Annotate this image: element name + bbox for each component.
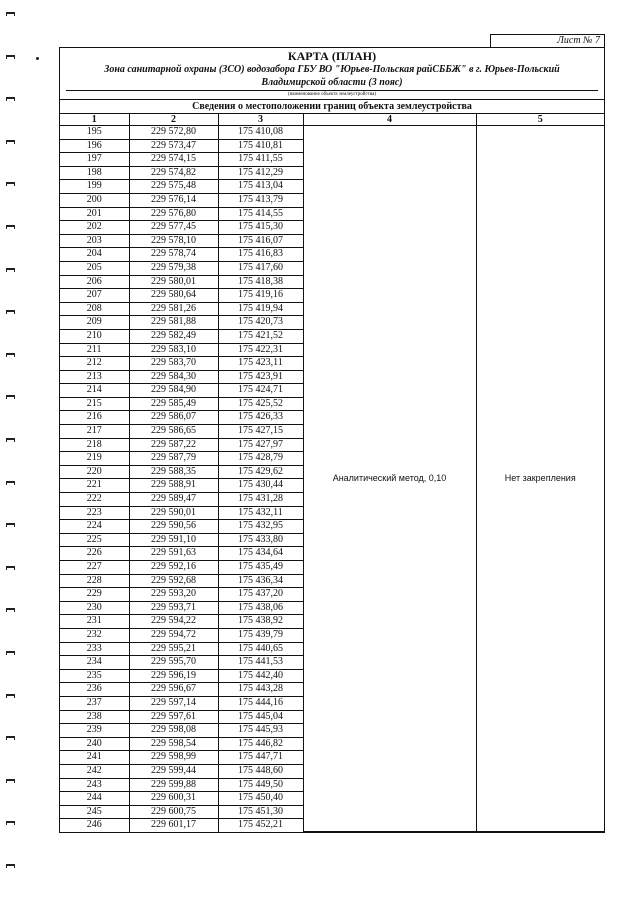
y-coordinate: 175 411,55 bbox=[218, 153, 303, 167]
x-coordinate: 229 598,99 bbox=[129, 751, 218, 765]
y-coordinate: 175 414,55 bbox=[218, 207, 303, 221]
x-coordinate: 229 584,90 bbox=[129, 384, 218, 398]
y-coordinate: 175 442,40 bbox=[218, 669, 303, 683]
x-coordinate: 229 590,01 bbox=[129, 506, 218, 520]
y-coordinate: 175 418,38 bbox=[218, 275, 303, 289]
binding-hole-mark bbox=[6, 310, 15, 314]
point-number: 214 bbox=[60, 384, 129, 398]
x-coordinate: 229 590,56 bbox=[129, 520, 218, 534]
binding-hole-mark bbox=[6, 779, 15, 783]
binding-hole-mark bbox=[6, 140, 15, 144]
y-coordinate: 175 450,40 bbox=[218, 792, 303, 806]
y-coordinate: 175 428,79 bbox=[218, 452, 303, 466]
y-coordinate: 175 444,16 bbox=[218, 696, 303, 710]
x-coordinate: 229 595,70 bbox=[129, 656, 218, 670]
y-coordinate: 175 427,97 bbox=[218, 438, 303, 452]
point-number: 235 bbox=[60, 669, 129, 683]
y-coordinate: 175 426,33 bbox=[218, 411, 303, 425]
document-header bbox=[60, 48, 604, 98]
point-number: 207 bbox=[60, 289, 129, 303]
y-coordinate: 175 416,07 bbox=[218, 234, 303, 248]
document-frame bbox=[59, 47, 605, 833]
object-name-line2: Владимирской области (3 пояс) bbox=[261, 77, 403, 88]
y-coordinate: 175 423,11 bbox=[218, 357, 303, 371]
point-number: 198 bbox=[60, 166, 129, 180]
column-header: 2 bbox=[129, 114, 218, 126]
x-coordinate: 229 594,22 bbox=[129, 615, 218, 629]
column-header: 5 bbox=[476, 114, 604, 126]
x-coordinate: 229 580,64 bbox=[129, 289, 218, 303]
x-coordinate: 229 578,10 bbox=[129, 234, 218, 248]
x-coordinate: 229 592,68 bbox=[129, 574, 218, 588]
x-coordinate: 229 581,26 bbox=[129, 302, 218, 316]
x-coordinate: 229 585,49 bbox=[129, 397, 218, 411]
point-number: 210 bbox=[60, 329, 129, 343]
object-caption: (наименование объекта землеустройства) bbox=[287, 92, 377, 97]
point-number: 196 bbox=[60, 139, 129, 153]
point-number: 203 bbox=[60, 234, 129, 248]
y-coordinate: 175 420,73 bbox=[218, 316, 303, 330]
y-coordinate: 175 423,91 bbox=[218, 370, 303, 384]
point-number: 224 bbox=[60, 520, 129, 534]
section-title: Сведения о местоположении границ объекта землеустройства bbox=[60, 99, 604, 114]
y-coordinate: 175 440,65 bbox=[218, 642, 303, 656]
y-coordinate: 175 439,79 bbox=[218, 628, 303, 642]
y-coordinate: 175 427,15 bbox=[218, 425, 303, 439]
y-coordinate: 175 452,21 bbox=[218, 819, 303, 832]
x-coordinate: 229 581,88 bbox=[129, 316, 218, 330]
column-header: 1 bbox=[60, 114, 129, 126]
x-coordinate: 229 588,35 bbox=[129, 465, 218, 479]
y-coordinate: 175 432,11 bbox=[218, 506, 303, 520]
point-number: 219 bbox=[60, 452, 129, 466]
x-coordinate: 229 597,14 bbox=[129, 696, 218, 710]
x-coordinate: 229 587,22 bbox=[129, 438, 218, 452]
x-coordinate: 229 596,19 bbox=[129, 669, 218, 683]
table-body bbox=[60, 126, 604, 832]
y-coordinate: 175 431,28 bbox=[218, 493, 303, 507]
point-number: 236 bbox=[60, 683, 129, 697]
binding-hole-mark bbox=[6, 736, 15, 740]
x-coordinate: 229 574,15 bbox=[129, 153, 218, 167]
x-coordinate: 229 595,21 bbox=[129, 642, 218, 656]
x-coordinate: 229 591,10 bbox=[129, 533, 218, 547]
point-number: 222 bbox=[60, 493, 129, 507]
binding-hole-mark bbox=[6, 97, 15, 101]
point-number: 245 bbox=[60, 805, 129, 819]
y-coordinate: 175 448,60 bbox=[218, 764, 303, 778]
x-coordinate: 229 577,45 bbox=[129, 221, 218, 235]
x-coordinate: 229 572,80 bbox=[129, 126, 218, 140]
x-coordinate: 229 575,48 bbox=[129, 180, 218, 194]
y-coordinate: 175 419,94 bbox=[218, 302, 303, 316]
y-coordinate: 175 419,16 bbox=[218, 289, 303, 303]
point-number: 242 bbox=[60, 764, 129, 778]
binding-hole-mark bbox=[6, 225, 15, 229]
point-number: 227 bbox=[60, 561, 129, 575]
x-coordinate: 229 586,65 bbox=[129, 425, 218, 439]
binding-hole-mark bbox=[6, 651, 15, 655]
x-coordinate: 229 592,16 bbox=[129, 561, 218, 575]
point-number: 197 bbox=[60, 153, 129, 167]
x-coordinate: 229 589,47 bbox=[129, 493, 218, 507]
binding-hole-mark bbox=[6, 864, 15, 868]
x-coordinate: 229 591,63 bbox=[129, 547, 218, 561]
y-coordinate: 175 412,29 bbox=[218, 166, 303, 180]
y-coordinate: 175 445,04 bbox=[218, 710, 303, 724]
x-coordinate: 229 576,14 bbox=[129, 193, 218, 207]
point-number: 199 bbox=[60, 180, 129, 194]
object-name-line1: Зона санитарной охраны (ЗСО) водозабора ГБУ ВО "Юрьев-Польская райСББЖ" в г. Юрьев-Польский bbox=[104, 64, 560, 75]
point-number: 220 bbox=[60, 465, 129, 479]
point-number: 202 bbox=[60, 221, 129, 235]
binding-hole-mark bbox=[6, 566, 15, 570]
y-coordinate: 175 434,64 bbox=[218, 547, 303, 561]
point-number: 237 bbox=[60, 696, 129, 710]
y-coordinate: 175 413,04 bbox=[218, 180, 303, 194]
y-coordinate: 175 430,44 bbox=[218, 479, 303, 493]
x-coordinate: 229 582,49 bbox=[129, 329, 218, 343]
point-number: 240 bbox=[60, 737, 129, 751]
y-coordinate: 175 415,30 bbox=[218, 221, 303, 235]
y-coordinate: 175 410,81 bbox=[218, 139, 303, 153]
point-number: 228 bbox=[60, 574, 129, 588]
binding-hole-mark bbox=[6, 55, 15, 59]
y-coordinate: 175 422,31 bbox=[218, 343, 303, 357]
y-coordinate: 175 441,53 bbox=[218, 656, 303, 670]
point-number: 229 bbox=[60, 588, 129, 602]
point-number: 215 bbox=[60, 397, 129, 411]
point-number: 209 bbox=[60, 316, 129, 330]
x-coordinate: 229 596,67 bbox=[129, 683, 218, 697]
y-coordinate: 175 449,50 bbox=[218, 778, 303, 792]
point-number: 243 bbox=[60, 778, 129, 792]
point-number: 234 bbox=[60, 656, 129, 670]
point-number: 211 bbox=[60, 343, 129, 357]
point-number: 241 bbox=[60, 751, 129, 765]
point-number: 205 bbox=[60, 261, 129, 275]
document-title: КАРТА (ПЛАН) bbox=[287, 49, 377, 63]
y-coordinate: 175 447,71 bbox=[218, 751, 303, 765]
x-coordinate: 229 578,74 bbox=[129, 248, 218, 262]
binding-hole-mark bbox=[6, 438, 15, 442]
binding-hole-mark bbox=[6, 608, 15, 612]
binding-hole-mark bbox=[6, 353, 15, 357]
y-coordinate: 175 438,92 bbox=[218, 615, 303, 629]
y-coordinate: 175 416,83 bbox=[218, 248, 303, 262]
binding-hole-mark bbox=[6, 821, 15, 825]
y-coordinate: 175 424,71 bbox=[218, 384, 303, 398]
y-coordinate: 175 413,79 bbox=[218, 193, 303, 207]
binding-hole-mark bbox=[6, 395, 15, 399]
y-coordinate: 175 438,06 bbox=[218, 601, 303, 615]
binding-hole-mark bbox=[6, 268, 15, 272]
x-coordinate: 229 593,71 bbox=[129, 601, 218, 615]
binding-hole-mark bbox=[6, 523, 15, 527]
y-coordinate: 175 421,52 bbox=[218, 329, 303, 343]
column-header: 3 bbox=[218, 114, 303, 126]
x-coordinate: 229 576,80 bbox=[129, 207, 218, 221]
point-number: 208 bbox=[60, 302, 129, 316]
fixing-cell: Нет закрепления bbox=[476, 126, 604, 832]
x-coordinate: 229 574,82 bbox=[129, 166, 218, 180]
x-coordinate: 229 599,88 bbox=[129, 778, 218, 792]
point-number: 200 bbox=[60, 193, 129, 207]
point-number: 206 bbox=[60, 275, 129, 289]
table-header-row bbox=[60, 114, 604, 126]
x-coordinate: 229 601,17 bbox=[129, 819, 218, 832]
point-number: 230 bbox=[60, 601, 129, 615]
point-number: 218 bbox=[60, 438, 129, 452]
y-coordinate: 175 436,34 bbox=[218, 574, 303, 588]
point-number: 195 bbox=[60, 126, 129, 140]
x-coordinate: 229 587,79 bbox=[129, 452, 218, 466]
y-coordinate: 175 417,60 bbox=[218, 261, 303, 275]
y-coordinate: 175 451,30 bbox=[218, 805, 303, 819]
binding-hole-mark bbox=[6, 182, 15, 186]
x-coordinate: 229 600,75 bbox=[129, 805, 218, 819]
y-coordinate: 175 446,82 bbox=[218, 737, 303, 751]
x-coordinate: 229 583,70 bbox=[129, 357, 218, 371]
y-coordinate: 175 429,62 bbox=[218, 465, 303, 479]
point-number: 213 bbox=[60, 370, 129, 384]
table-row bbox=[60, 126, 604, 140]
binding-hole-mark bbox=[6, 12, 15, 16]
x-coordinate: 229 584,30 bbox=[129, 370, 218, 384]
point-number: 223 bbox=[60, 506, 129, 520]
point-number: 246 bbox=[60, 819, 129, 832]
point-number: 226 bbox=[60, 547, 129, 561]
point-number: 239 bbox=[60, 724, 129, 738]
point-number: 217 bbox=[60, 425, 129, 439]
y-coordinate: 175 433,80 bbox=[218, 533, 303, 547]
coordinates-table bbox=[60, 114, 604, 832]
point-number: 233 bbox=[60, 642, 129, 656]
point-number: 201 bbox=[60, 207, 129, 221]
x-coordinate: 229 600,31 bbox=[129, 792, 218, 806]
x-coordinate: 229 583,10 bbox=[129, 343, 218, 357]
scan-speck bbox=[36, 57, 39, 60]
column-header: 4 bbox=[303, 114, 476, 126]
point-number: 232 bbox=[60, 628, 129, 642]
x-coordinate: 229 598,54 bbox=[129, 737, 218, 751]
method-cell: Аналитический метод, 0,10 bbox=[303, 126, 476, 832]
point-number: 212 bbox=[60, 357, 129, 371]
y-coordinate: 175 425,52 bbox=[218, 397, 303, 411]
point-number: 225 bbox=[60, 533, 129, 547]
y-coordinate: 175 443,28 bbox=[218, 683, 303, 697]
binding-hole-mark bbox=[6, 481, 15, 485]
binding-hole-mark bbox=[6, 694, 15, 698]
x-coordinate: 229 588,91 bbox=[129, 479, 218, 493]
point-number: 231 bbox=[60, 615, 129, 629]
x-coordinate: 229 580,01 bbox=[129, 275, 218, 289]
y-coordinate: 175 445,93 bbox=[218, 724, 303, 738]
y-coordinate: 175 432,95 bbox=[218, 520, 303, 534]
point-number: 238 bbox=[60, 710, 129, 724]
y-coordinate: 175 410,08 bbox=[218, 126, 303, 140]
x-coordinate: 229 573,47 bbox=[129, 139, 218, 153]
point-number: 216 bbox=[60, 411, 129, 425]
x-coordinate: 229 594,72 bbox=[129, 628, 218, 642]
point-number: 204 bbox=[60, 248, 129, 262]
x-coordinate: 229 597,61 bbox=[129, 710, 218, 724]
x-coordinate: 229 598,08 bbox=[129, 724, 218, 738]
x-coordinate: 229 586,07 bbox=[129, 411, 218, 425]
x-coordinate: 229 593,20 bbox=[129, 588, 218, 602]
point-number: 221 bbox=[60, 479, 129, 493]
point-number: 244 bbox=[60, 792, 129, 806]
x-coordinate: 229 599,44 bbox=[129, 764, 218, 778]
sheet-number: Лист № 7 bbox=[490, 34, 605, 47]
y-coordinate: 175 435,49 bbox=[218, 561, 303, 575]
y-coordinate: 175 437,20 bbox=[218, 588, 303, 602]
x-coordinate: 229 579,38 bbox=[129, 261, 218, 275]
